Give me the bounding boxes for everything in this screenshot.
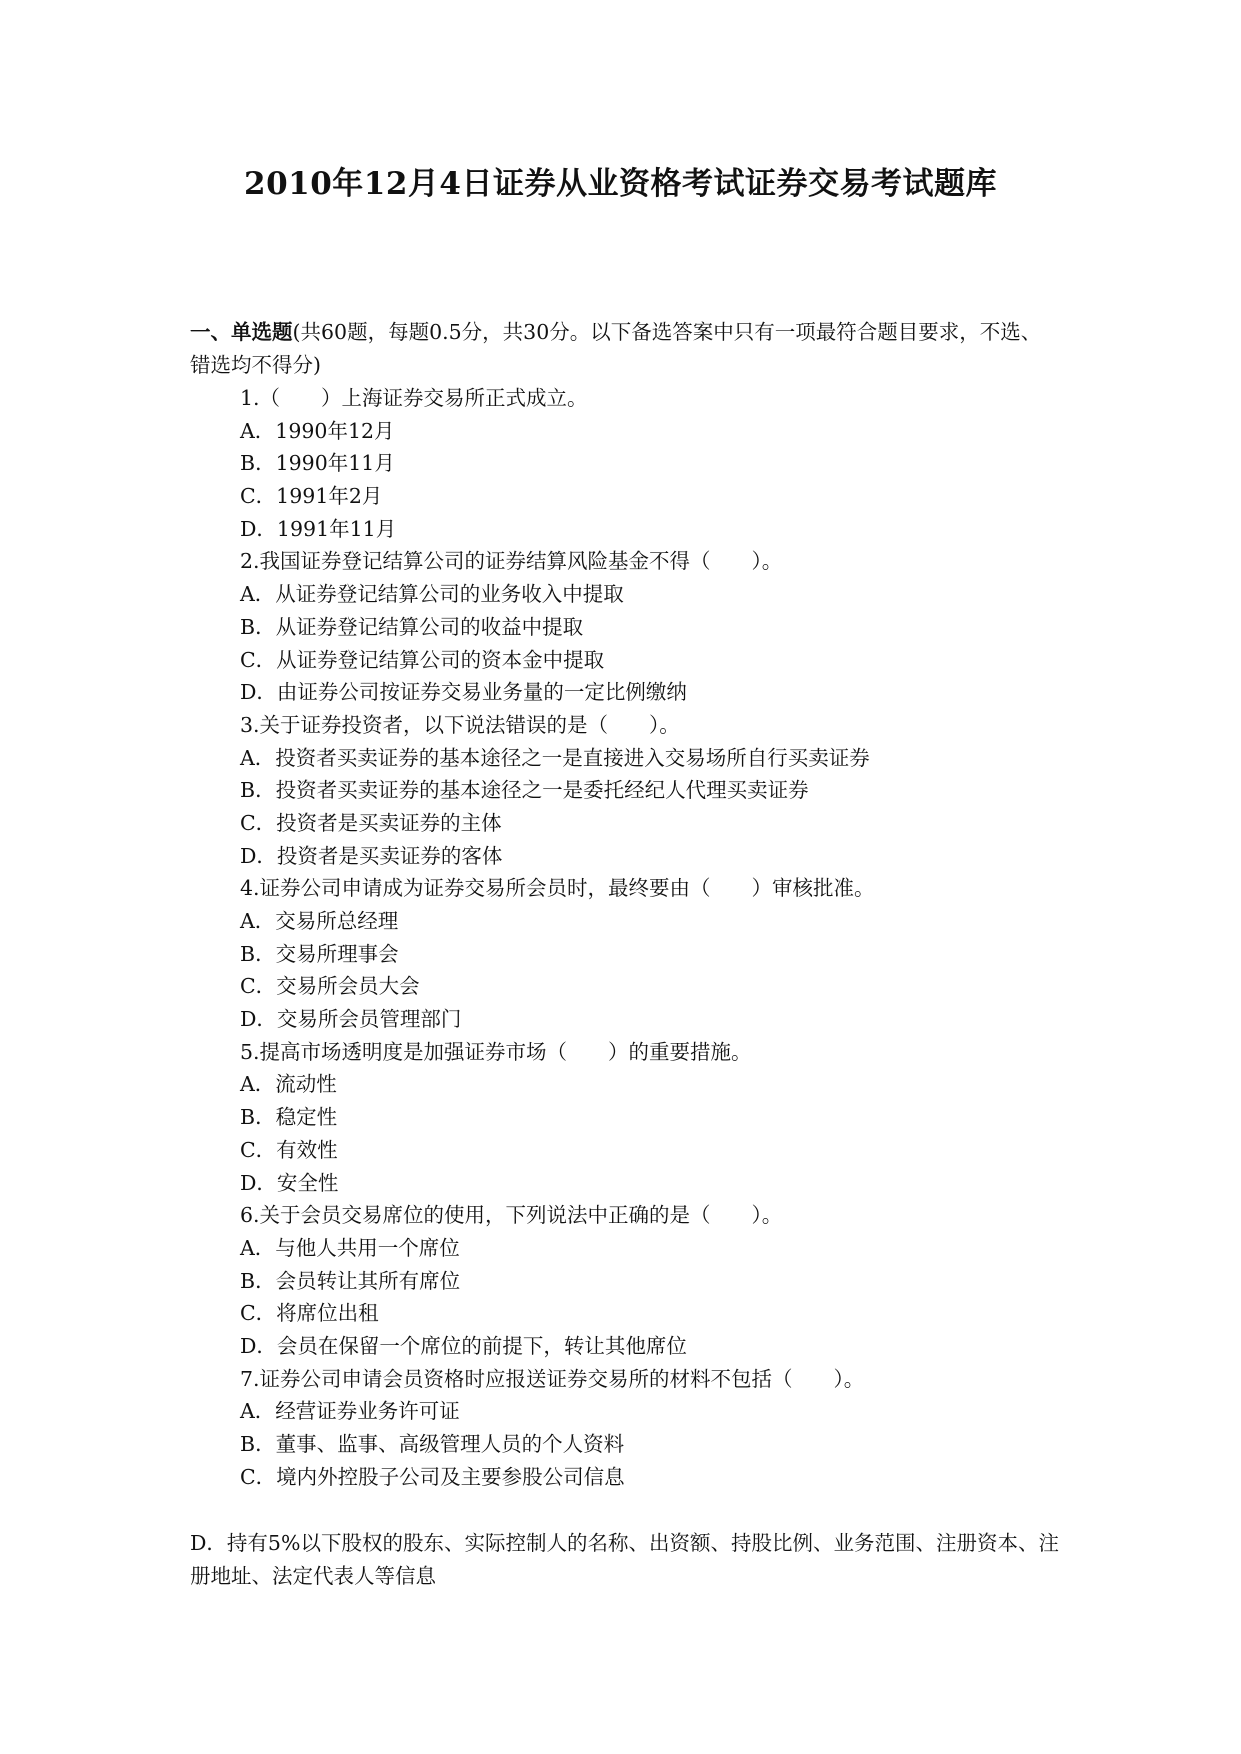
question-stem: 2.我国证券登记结算公司的证券结算风险基金不得（ ）。 [240, 549, 783, 574]
answer-option: D．安全性 [240, 1170, 339, 1195]
document-title: 2010年12月4日证券从业资格考试证券交易考试题库 [244, 166, 997, 202]
question-stem: 6.关于会员交易席位的使用，下列说法中正确的是（ ）。 [240, 1203, 783, 1228]
question-stem: 1.（ ）上海证券交易所正式成立。 [240, 386, 588, 410]
question-stem: 4.证券公司申请成为证券交易所会员时，最终要由（ ）审核批准。 [240, 876, 875, 901]
answer-option: C．投资者是买卖证券的主体 [240, 810, 502, 835]
answer-option: C．将席位出租 [240, 1301, 379, 1326]
answer-option: A．流动性 [240, 1072, 337, 1097]
answer-option: C．1991年2月 [240, 484, 383, 509]
answer-option: A．经营证券业务许可证 [240, 1399, 460, 1424]
answer-option: B．交易所理事会 [240, 941, 399, 966]
answer-option: D．由证券公司按证券交易业务量的一定比例缴纳 [240, 680, 687, 705]
answer-option: B．董事、监事、高级管理人员的个人资料 [240, 1432, 625, 1456]
answer-option: B．投资者买卖证券的基本途径之一是委托经纪人代理买卖证券 [240, 778, 809, 803]
answer-option: D．投资者是买卖证券的客体 [240, 843, 503, 868]
answer-option: B．1990年11月 [240, 451, 395, 476]
answer-option: C．从证券登记结算公司的资本金中提取 [240, 647, 605, 672]
answer-option: B．会员转让其所有席位 [240, 1268, 461, 1293]
answer-option: C．有效性 [240, 1137, 338, 1162]
answer-option: A．交易所总经理 [240, 909, 399, 933]
answer-option: D．交易所会员管理部门 [240, 1007, 462, 1032]
answer-option: C．境内外控股子公司及主要参股公司信息 [240, 1464, 625, 1489]
answer-option: A．1990年12月 [240, 418, 395, 443]
answer-option: A．与他人共用一个席位 [240, 1235, 460, 1260]
section-instructions: (共60题，每题0.5分，共30分。以下备选答案中只有一项最符合题目要求，不选、错选均不得分) [190, 320, 1042, 377]
question-list [240, 382, 1060, 1493]
answer-option: A．投资者买卖证券的基本途径之一是直接进入交易场所自行买卖证券 [240, 745, 870, 770]
answer-option-d-long: D．持有5%以下股权的股东、实际控制人的名称、出资额、持股比例、业务范围、注册资本、注册地址、法定代表人等信息 [190, 1531, 1059, 1588]
section-intro [190, 316, 1060, 382]
question-stem: 5.提高市场透明度是加强证券市场（ ）的重要措施。 [240, 1039, 752, 1064]
question-stem: 7.证券公司申请会员资格时应报送证券交易所的材料不包括（ ）。 [240, 1366, 865, 1391]
answer-option: A．从证券登记结算公司的业务收入中提取 [240, 582, 624, 607]
answer-option: D．1991年11月 [240, 516, 397, 541]
answer-option: C．交易所会员大会 [240, 974, 420, 999]
answer-option: D．会员在保留一个席位的前提下，转让其他席位 [240, 1333, 687, 1358]
section-heading: 一、单选题 [190, 320, 293, 344]
answer-option: B．稳定性 [240, 1105, 338, 1130]
question-stem: 3.关于证券投资者，以下说法错误的是（ ）。 [240, 712, 680, 737]
answer-option: B．从证券登记结算公司的收益中提取 [240, 614, 584, 639]
